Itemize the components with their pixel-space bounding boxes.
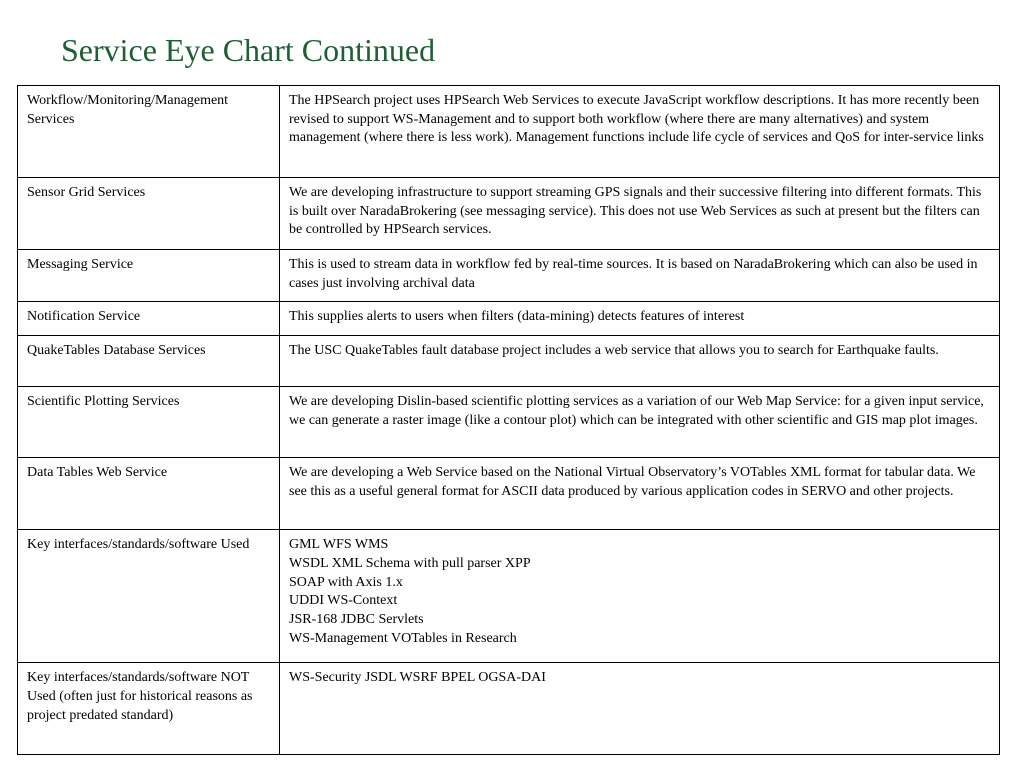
service-description: The HPSearch project uses HPSearch Web Services to execute JavaScript workflow descriptions. It has more recently been revised to support WS-Management and to support both workflow (where there are many alternatives) and system management (where there is less work). Management functions include life cycle of services and QoS for inter-service links bbox=[289, 93, 984, 146]
service-description: The USC QuakeTables fault database project includes a web service that allows you to search for Earthquake faults. bbox=[289, 343, 939, 359]
service-name: Messaging Service bbox=[27, 257, 134, 272]
service-name-cell bbox=[18, 336, 280, 387]
service-name-cell bbox=[18, 250, 280, 302]
service-description: WS-Security JSDL WSRF BPEL OGSA-DAI bbox=[289, 670, 546, 686]
service-description-cell bbox=[280, 302, 1000, 336]
table-row bbox=[18, 86, 1000, 178]
table-row bbox=[18, 336, 1000, 387]
service-name-cell bbox=[18, 663, 280, 755]
service-description-cell bbox=[280, 250, 1000, 302]
table-row bbox=[18, 178, 1000, 250]
service-description-cell bbox=[280, 663, 1000, 755]
service-name: QuakeTables Database Services bbox=[27, 343, 206, 359]
table-row bbox=[18, 302, 1000, 336]
service-name-cell bbox=[18, 86, 280, 178]
service-description: This is used to stream data in workflow fed by real-time sources. It is based on NaradaBrokering which can also be used in cases just involving archival data bbox=[289, 257, 978, 291]
service-description-cell bbox=[280, 86, 1000, 178]
service-name-cell bbox=[18, 302, 280, 336]
service-name: Workflow/Monitoring/Management Services bbox=[27, 93, 229, 127]
service-description-cell bbox=[280, 178, 1000, 250]
service-name-cell bbox=[18, 178, 280, 250]
service-name: Scientific Plotting Services bbox=[27, 394, 180, 410]
service-name: Notification Service bbox=[27, 309, 141, 325]
service-description-cell bbox=[280, 387, 1000, 458]
table-row bbox=[18, 663, 1000, 755]
service-eye-chart-table bbox=[17, 85, 1000, 755]
service-description: We are developing infrastructure to support streaming GPS signals and their successive filtering into different formats. This is built over NaradaBrokering (see messaging service). This does not use Web Services as such at present but the filters can be controlled by HPSearch services. bbox=[289, 185, 982, 238]
service-description: We are developing Dislin-based scientific plotting services as a variation of our Web Map Service: for a given input service, we can generate a raster image (like a contour plot) which can be integrated with other scientific and GIS map plot images. bbox=[289, 394, 984, 428]
service-description: This supplies alerts to users when filters (data-mining) detects features of interest bbox=[289, 309, 745, 325]
table-row bbox=[18, 387, 1000, 458]
service-description: We are developing a Web Service based on the National Virtual Observatory’s VOTables XML format for tabular data. We see this as a useful general format for ASCII data produced by various application codes in SERVO and other projects. bbox=[289, 465, 976, 499]
service-description-cell bbox=[280, 336, 1000, 387]
service-name: Key interfaces/standards/software NOT Used (often just for historical reasons as project predated standard) bbox=[27, 670, 253, 723]
table-row bbox=[18, 250, 1000, 302]
table-row bbox=[18, 530, 1000, 663]
slide-title: Service Eye Chart Continued bbox=[61, 32, 436, 68]
service-name-cell bbox=[18, 458, 280, 530]
service-name-cell bbox=[18, 530, 280, 663]
service-name: Sensor Grid Services bbox=[27, 185, 146, 200]
service-description-cell bbox=[280, 458, 1000, 530]
table-row bbox=[18, 458, 1000, 530]
service-description-cell bbox=[280, 530, 1000, 663]
service-name-cell bbox=[18, 387, 280, 458]
service-name: Data Tables Web Service bbox=[27, 465, 168, 481]
service-name: Key interfaces/standards/software Used bbox=[27, 537, 250, 553]
service-description: GML WFS WMS WSDL XML Schema with pull parser XPP SOAP with Axis 1.x UDDI WS-Context JSR-168 JDBC Servlets WS-Management VOTables in Research bbox=[289, 537, 531, 646]
